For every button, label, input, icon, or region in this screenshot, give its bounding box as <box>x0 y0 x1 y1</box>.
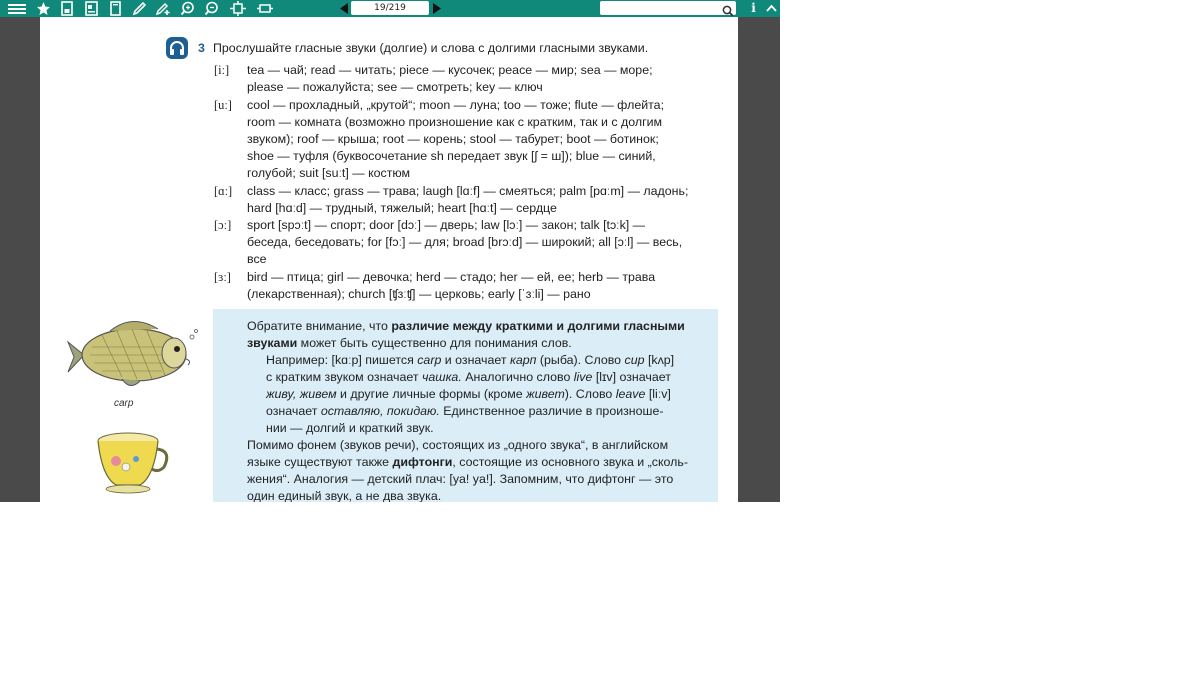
page-indicator[interactable]: 19/219 <box>351 1 429 15</box>
previous-page-icon[interactable] <box>338 1 350 16</box>
note-line: один единый звук, а не два звука. <box>247 489 442 502</box>
note-line: жения“. Аналогия — детский плач: [ya! ya!]. Запомним, что дифтонг — это <box>247 472 674 486</box>
document-icon[interactable] <box>84 1 99 16</box>
zoom-out-icon[interactable] <box>204 1 219 16</box>
note-line: Помимо фонем (звуков речи), состоящих из „одного звука“, в английском <box>247 438 669 452</box>
word-line: class — класс; grass — трава; laugh [lɑːf] — смеяться; palm [pɑːm] — ладонь; <box>247 184 689 198</box>
ipa-symbol: [uː] <box>214 98 232 112</box>
ipa-symbol: [iː] <box>214 63 230 77</box>
bookmark-icon[interactable] <box>36 1 51 16</box>
word-line: cool — прохладный, „крутой“; moon — луна; too — тоже; flute — флейта; <box>247 98 665 112</box>
headphones-icon <box>166 37 188 59</box>
search-input[interactable] <box>602 1 718 15</box>
note-line: нии — долгий и краткий звук. <box>266 421 434 435</box>
carp-illustration <box>62 307 202 397</box>
cup-illustration <box>92 427 172 497</box>
info-icon[interactable]: i <box>751 1 756 15</box>
carp-caption: carp <box>114 398 134 409</box>
zoom-in-icon[interactable] <box>180 1 195 16</box>
word-line: все <box>247 252 267 266</box>
note-line: означает оставляю, покидаю. Единственное различие в произноше- <box>266 404 664 418</box>
book-icon[interactable] <box>108 1 123 16</box>
search-box <box>600 1 736 15</box>
search-icon[interactable] <box>722 2 734 14</box>
note-line: Обратите внимание, что различие между краткими и долгими гласными <box>247 319 685 333</box>
note-line: живу, живем и другие личные формы (кроме живет). Слово leave [liːv] <box>266 387 671 401</box>
menu-icon[interactable] <box>6 1 28 16</box>
textbook-page <box>40 17 738 502</box>
word-line: (лекарственная); church [ʧɜːʧ] — церковь; early [ˈɜːli] — рано <box>247 287 591 301</box>
fit-width-icon[interactable] <box>256 1 274 16</box>
word-line: bird — птица; girl — девочка; herd — стадо; her — ей, ее; herb — трава <box>247 270 656 284</box>
ipa-symbol: [ɜː] <box>214 270 231 284</box>
fit-page-icon[interactable] <box>229 1 247 16</box>
document-viewer <box>0 0 780 502</box>
note-line: языке существуют также дифтонги, состоящие из основного звука и „сколь- <box>247 455 688 469</box>
word-line: shoe — туфля (буквосочетание sh передает звук [ʃ = ш]); blue — синий, <box>247 149 656 163</box>
toolbar <box>0 0 780 17</box>
thumbnails-icon[interactable] <box>60 1 75 16</box>
collapse-toolbar-icon[interactable] <box>764 1 779 16</box>
next-page-icon[interactable] <box>431 1 443 16</box>
ipa-symbol: [ɔː] <box>214 218 232 232</box>
word-line: room — комната (возможно произношение как с кратким, так и с долгим <box>247 115 663 129</box>
exercise-number: 3 <box>198 41 205 55</box>
word-line: sport [spɔːt] — спорт; door [dɔː] — дверь; law [lɔː] — закон; talk [tɔːk] — <box>247 218 646 232</box>
note-box <box>213 309 718 502</box>
pencil-icon[interactable] <box>132 1 147 16</box>
note-line: Например: [kɑːp] пишется carp и означает карп (рыба). Слово cup [kʌp] <box>266 353 675 367</box>
word-line: please — пожалуйста; see — смотреть; key — ключ <box>247 80 543 94</box>
exercise-instruction: Прослушайте гласные звуки (долгие) и слова с долгими гласными звуками. <box>213 41 649 55</box>
word-line: tea — чай; read — читать; piece — кусочек; peace — мир; sea — море; <box>247 63 653 77</box>
note-line: с кратким звуком означает чашка. Аналогично слово live [lɪv] означает <box>266 370 671 384</box>
word-line: звуком); roof — крыша; root — корень; stool — табурет; boot — ботинок; <box>247 132 659 146</box>
word-line: беседа, беседовать; for [fɔː] — для; broad [brɔːd] — широкий; all [ɔːl] — весь, <box>247 235 683 249</box>
note-line: звуками может быть существенно для понимания слов. <box>247 336 572 350</box>
add-note-icon[interactable] <box>156 1 171 16</box>
word-line: hard [hɑːd] — трудный, тяжелый; heart [hɑːt] — сердце <box>247 201 557 215</box>
ipa-symbol: [ɑː] <box>214 184 233 198</box>
word-line: голубой; suit [suːt] — костюм <box>247 166 411 180</box>
